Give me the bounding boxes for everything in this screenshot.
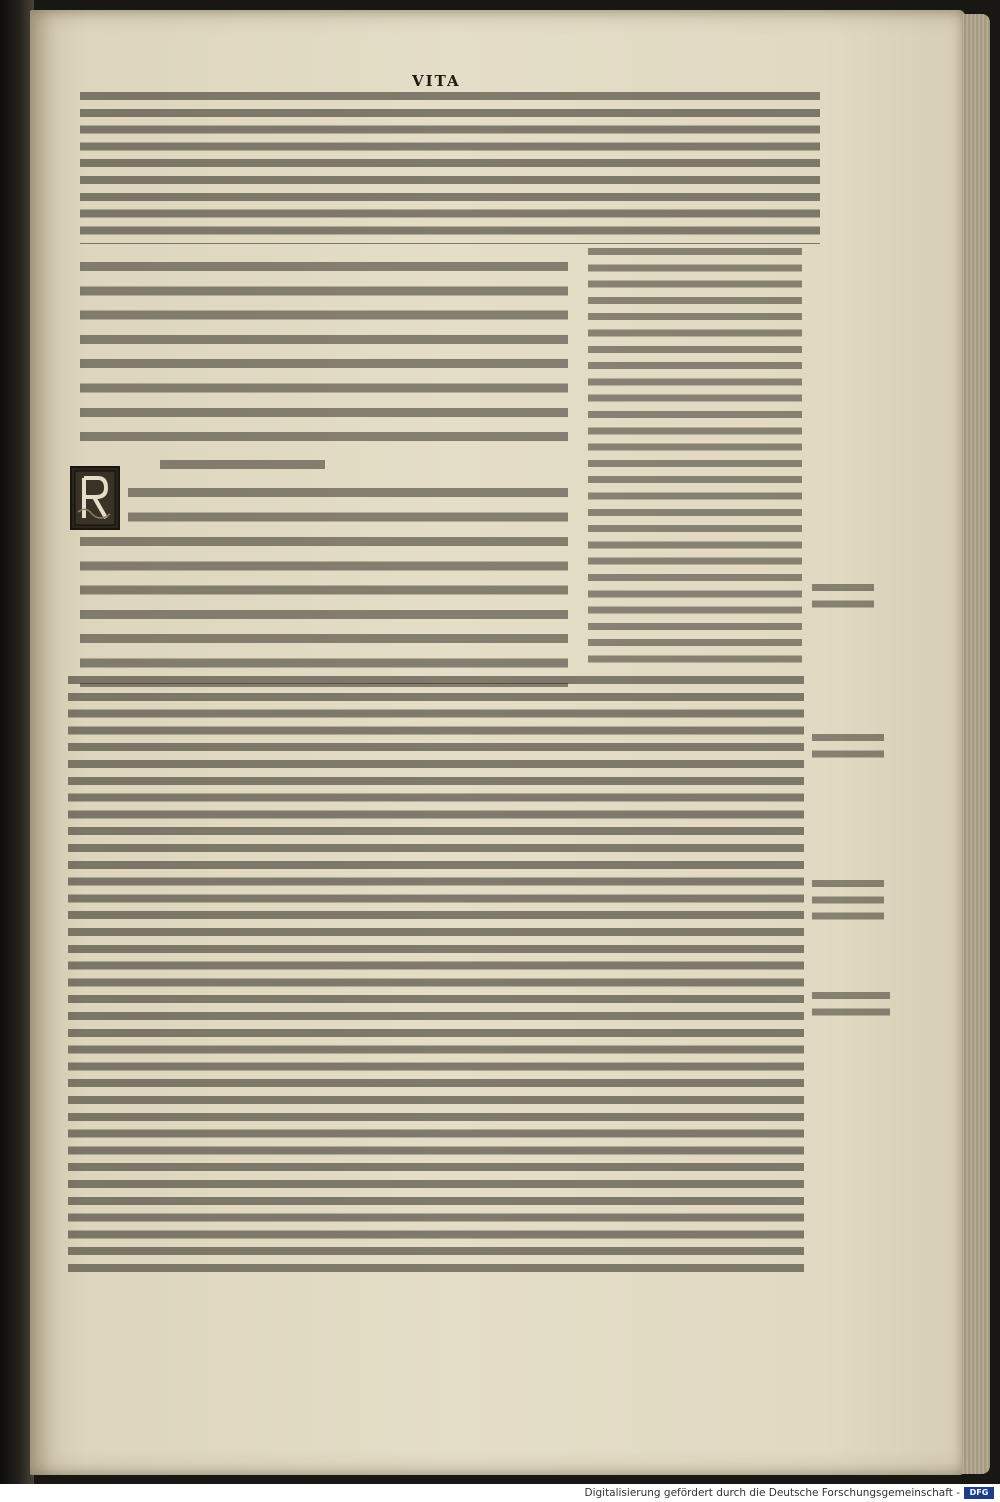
- unreadable-main-text-lower: [128, 488, 568, 536]
- running-head: VITA: [412, 72, 461, 90]
- dfg-logo: DFG: [964, 1487, 994, 1499]
- digitization-footer: [0, 1484, 1000, 1502]
- unreadable-top-commentary: [80, 92, 820, 244]
- unreadable-margin-note-2: [812, 734, 884, 764]
- unreadable-side-commentary: [588, 248, 802, 668]
- unreadable-section-heading: [160, 460, 325, 474]
- footer-credit-text: Digitalisierung gefördert durch die Deutsche Forschungsgemeinschaft -: [584, 1487, 960, 1499]
- unreadable-main-text-upper: [80, 262, 568, 454]
- unreadable-main-text-continued: [80, 537, 568, 687]
- left-book-edge: [0, 0, 34, 1502]
- page-fore-edge: [962, 14, 990, 1474]
- unreadable-margin-note-1: [812, 584, 874, 614]
- unreadable-margin-note-4: [812, 992, 890, 1022]
- decorated-initial: [70, 466, 120, 530]
- unreadable-lower-commentary: [68, 676, 804, 1276]
- unreadable-margin-note-3: [812, 880, 884, 926]
